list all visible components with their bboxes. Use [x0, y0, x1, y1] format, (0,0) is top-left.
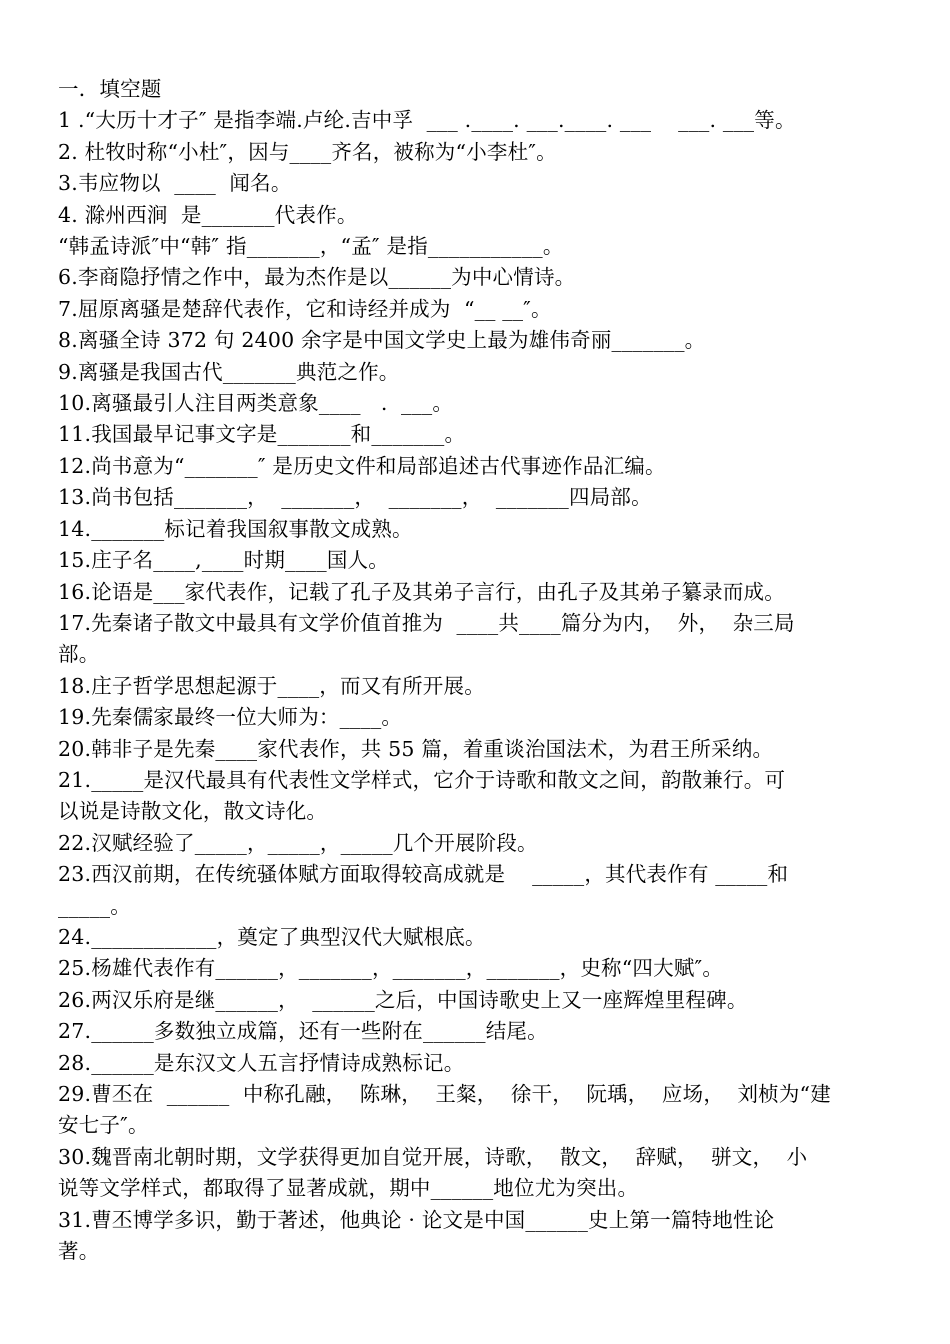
question-line-26: 26.两汉乐府是继______， ______之后，中国诗歌史上又一座辉煌里程碑。 [58, 987, 748, 1012]
question-line-25: 25.杨雄代表作有______，_______，_______，_______，史称“四大赋″。 [58, 956, 724, 981]
question-line-21-cont: 以说是诗散文化，散文诗化。 [58, 799, 328, 824]
document-page [58, 74, 894, 1267]
question-line-18: 18.庄子哲学思想起源于____，而又有所开展。 [58, 673, 485, 698]
question-line-31-cont: 著。 [58, 1239, 100, 1264]
question-line-23: 23.西汉前期，在传统骚体赋方面取得较高成就是 _____，其代表作有 _____和 [58, 862, 789, 887]
question-line-30-cont: 说等文学样式，都取得了显著成就，期中______地位尤为突出。 [58, 1176, 639, 1201]
question-line-2: 2. 杜牧时称“小杜″，因与____齐名，被称为“小李杜″。 [58, 139, 557, 164]
question-line-13: 13.尚书包括_______， _______， _______， _______四局部。 [58, 485, 652, 510]
question-line-29: 29.曹丕在 ______ 中称孔融， 陈琳， 王粲， 徐干， 阮瑀， 应场， 刘桢为“建 [58, 1082, 831, 1106]
question-line-23-cont: _____。 [58, 893, 131, 918]
question-line-4: 4. 滁州西涧 是_______代表作。 [58, 202, 358, 227]
question-line-17: 17.先秦诸子散文中最具有文学价值首推为 ____共____篇分为内， 外， 杂三局 [58, 610, 795, 635]
question-line-5: “韩孟诗派″中“韩″ 指_______，“孟″ 是指___________。 [58, 234, 564, 259]
question-line-1: 1 .“大历十才子″ 是指李端.卢纶.吉中孚 ___ .____. ___.____. ___ ___. ___等。 [58, 108, 796, 133]
question-line-11: 11.我国最早记事文字是_______和_______。 [58, 422, 466, 447]
question-line-16: 16.论语是___家代表作，记载了孔子及其弟子言行，由孔子及其弟子纂录而成。 [58, 579, 785, 604]
question-line-3: 3.韦应物以 ____ 闻名。 [58, 171, 292, 196]
question-line-17-cont: 部。 [58, 642, 100, 667]
question-line-21: 21._____是汉代最具有代表性文学样式，它介于诗歌和散文之间，韵散兼行。可 [58, 767, 786, 792]
section-heading: 一．填空题 [58, 77, 162, 101]
question-line-28: 28.______是东汉文人五言抒情诗成熟标记。 [58, 1050, 465, 1075]
question-line-30: 30.魏晋南北朝时期，文学获得更加自觉开展，诗歌， 散文， 辞赋， 骈文， 小 [58, 1144, 808, 1169]
question-line-7: 7.屈原离骚是楚辞代表作，它和诗经并成为 “__ __″。 [58, 296, 552, 321]
question-line-8: 8.离骚全诗 372 句 2400 余字是中国文学史上最为雄伟奇丽_______。 [58, 328, 706, 353]
question-line-31: 31.曹丕博学多识，勤于著述，他典论 · 论文是中国______史上第一篇特地性论 [58, 1207, 775, 1232]
question-line-15: 15.庄子名____,____时期____国人。 [58, 548, 389, 573]
question-line-6: 6.李商隐抒情之作中，最为杰作是以______为中心情诗。 [58, 265, 576, 290]
question-line-9: 9.离骚是我国古代_______典范之作。 [58, 359, 400, 384]
question-line-12: 12.尚书意为“_______″ 是历史文件和局部追述古代事迹作品汇编。 [58, 453, 666, 478]
question-line-22: 22.汉赋经验了_____，_____，_____几个开展阶段。 [58, 830, 538, 855]
question-line-29-cont: 安七子″。 [58, 1113, 149, 1138]
question-line-20: 20.韩非子是先秦____家代表作，共 55 篇，着重谈治国法术，为君王所采纳。 [58, 736, 774, 761]
question-list [58, 105, 894, 1267]
question-line-10: 10.离骚最引人注目两类意象____ . ___。 [58, 391, 454, 416]
question-line-24: 24.____________，奠定了典型汉代大赋根底。 [58, 924, 486, 949]
question-line-19: 19.先秦儒家最终一位大师为：____。 [58, 705, 403, 730]
question-line-27: 27.______多数独立成篇，还有一些附在______结尾。 [58, 1019, 548, 1044]
question-line-14: 14._______标记着我国叙事散文成熟。 [58, 516, 413, 541]
